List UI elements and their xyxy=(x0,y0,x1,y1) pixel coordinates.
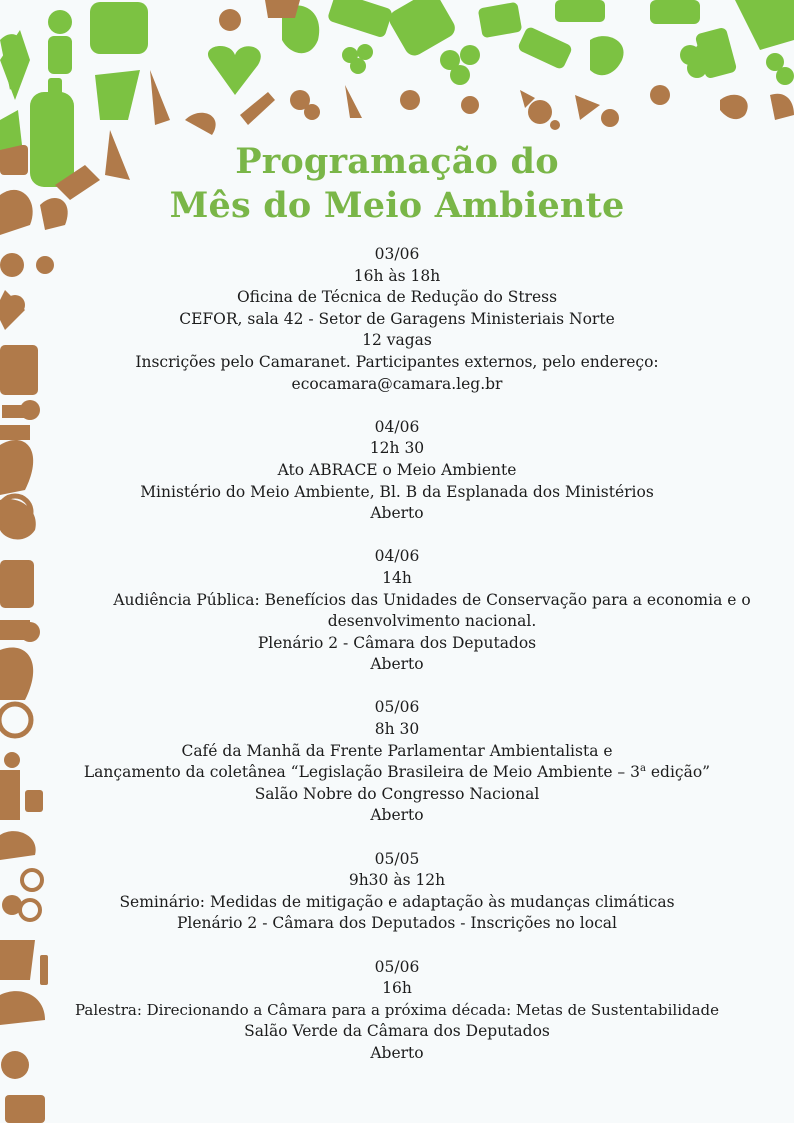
event-time: 12h 30 xyxy=(369,439,425,458)
event-registration: Inscrições pelo Camaranet. Participantes externos, pelo endereço: xyxy=(135,352,659,371)
event-date: 05/06 xyxy=(374,698,420,717)
event-name: Palestra: Direcionando a Câmara para a próxima década: Metas de Sustentabilidade xyxy=(74,1000,720,1019)
event-place: CEFOR, sala 42 - Setor de Garagens Ministeriais Norte xyxy=(179,309,615,328)
event-email: ecocamara@camara.leg.br xyxy=(291,374,503,393)
event-place: Salão Verde da Câmara dos Deputados xyxy=(244,1022,550,1041)
event-name: Ato ABRACE o Meio Ambiente xyxy=(277,460,517,479)
event-name: Café da Manhã da Frente Parlamentar Ambientalista e xyxy=(181,741,613,760)
event-access: Aberto xyxy=(370,655,424,674)
event-vacancies: 12 vagas xyxy=(362,331,432,350)
event-name-line-2 xyxy=(0,762,794,784)
event-name: Audiência Pública: Benefícios das Unidades de Conservação para a economia e o desenvolvimento nacional. xyxy=(113,590,751,631)
event-name-line-2-suffix: edição” xyxy=(645,763,711,782)
event-date: 03/06 xyxy=(374,245,420,263)
event-item xyxy=(0,244,794,395)
event-name: Oficina de Técnica de Redução do Stress xyxy=(236,288,558,307)
event-item xyxy=(0,849,794,935)
event-time: 8h 30 xyxy=(374,720,420,739)
event-date: 04/06 xyxy=(374,417,420,436)
event-time: 9h30 às 12h xyxy=(348,871,446,890)
event-item xyxy=(0,546,794,676)
event-access: Aberto xyxy=(370,806,424,825)
event-date: 05/05 xyxy=(374,849,420,868)
event-place: Salão Nobre do Congresso Nacional xyxy=(254,784,540,803)
event-schedule xyxy=(0,244,794,1086)
event-date: 04/06 xyxy=(374,547,420,566)
event-item xyxy=(0,697,794,827)
event-access: Aberto xyxy=(370,1043,424,1062)
ordinal-superscript: a xyxy=(639,763,646,775)
event-name: Seminário: Medidas de mitigação e adaptação às mudanças climáticas xyxy=(119,892,675,911)
event-date: 05/06 xyxy=(374,957,420,976)
event-name-line-2-prefix: Lançamento da coletânea “Legislação Brasileira de Meio Ambiente – 3 xyxy=(83,763,640,782)
event-place: Ministério do Meio Ambiente, Bl. B da Esplanada dos Ministérios xyxy=(140,482,654,501)
event-place: Plenário 2 - Câmara dos Deputados xyxy=(257,633,537,652)
event-time: 16h às 18h xyxy=(353,266,441,285)
event-place: Plenário 2 - Câmara dos Deputados - Inscrições no local xyxy=(177,914,617,933)
event-item xyxy=(0,417,794,525)
event-time: 16h xyxy=(382,979,412,998)
event-access: Aberto xyxy=(370,504,424,523)
event-item xyxy=(0,957,794,1065)
title-line-1: Programação do xyxy=(235,141,559,182)
page-title xyxy=(0,140,794,228)
title-line-2: Mês do Meio Ambiente xyxy=(169,185,625,226)
event-time: 14h xyxy=(382,568,412,587)
